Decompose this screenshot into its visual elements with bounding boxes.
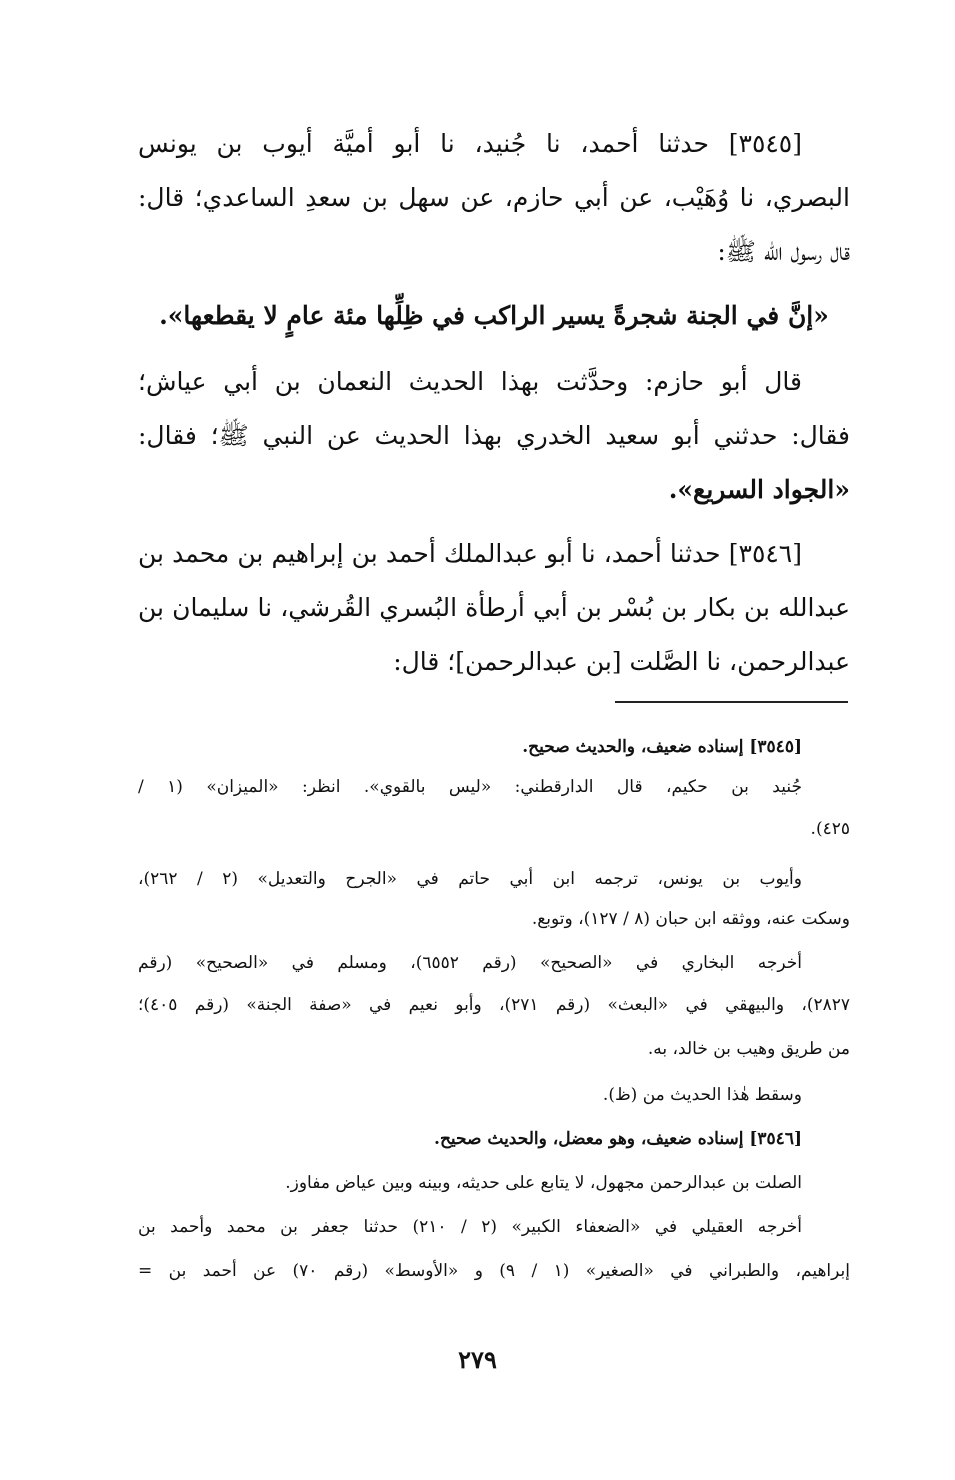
main-text-line: قال أبو حازم: وحدَّثت بهذا الحديث النعمان بن أبي عياش؛ bbox=[138, 367, 802, 396]
footnote-heading: [٣٥٤٦] إسناده ضعيف، وهو معضل، والحديث صحيح. bbox=[434, 1129, 802, 1149]
footnote-line: الصلت بن عبدالرحمن مجهول، لا يتابع على حديثه، وبينه وبين عياض مفاوز. bbox=[285, 1173, 802, 1193]
main-text-line: [٣٥٤٥] حدثنا أحمد، نا جُنيد، نا أبو أميَّة أيوب بن يونس bbox=[138, 129, 802, 158]
footnote-line: أخرجه البخاري في «الصحيح» (رقم ٦٥٥٢)، ومسلم في «الصحيح» (رقم bbox=[138, 953, 802, 973]
main-text-line: فقال: حدثني أبو سعيد الخدري بهذا الحديث عن النبي ﷺ؛ فقال: bbox=[138, 421, 850, 450]
footnote-line: جُنيد بن حكيم، قال الدارقطني: «ليس بالقوي». انظر: «الميزان» (١ / bbox=[138, 777, 802, 797]
footnote-line: ٤٢٥). bbox=[810, 819, 850, 839]
footnote-separator bbox=[615, 701, 848, 703]
hadith-quote: «إنَّ في الجنة شجرةً يسير الراكب في ظِلِّها مئة عامٍ لا يقطعها». bbox=[159, 301, 829, 330]
footnote-line: وسكت عنه، ووثقه ابن حبان (٨ / ١٢٧)، وتوبع. bbox=[531, 909, 850, 929]
footnote-line: وسقط هٰذا الحديث من (ظ). bbox=[602, 1085, 802, 1105]
hadith-quote: «الجواد السريع». bbox=[668, 475, 850, 504]
main-text-line: عبدالله بن بكار بن بُسْر بن أبي أرطأة البُسري القُرشي، نا سليمان بن bbox=[138, 593, 850, 622]
footnote-heading: [٣٥٤٥] إسناده ضعيف، والحديث صحيح. bbox=[522, 737, 802, 757]
page-number: ٢٧٩ bbox=[458, 1345, 497, 1374]
footnote-line: وأيوب بن يونس، ترجمه ابن أبي حاتم في «الجرح والتعديل» (٢ / ٢٦٢)، bbox=[138, 869, 802, 889]
main-text-line: قال رسول الله ﷺ: bbox=[717, 237, 850, 266]
footnote-line: ٢٨٢٧)، والبيهقي في «البعث» (رقم ٢٧١)، وأبو نعيم في «صفة الجنة» (رقم ٤٠٥)؛ bbox=[138, 995, 850, 1015]
footnote-line: من طريق وهيب بن خالد، به. bbox=[647, 1039, 850, 1059]
main-text-line: عبدالرحمن، نا الصَّلت [بن عبدالرحمن]؛ قال: bbox=[393, 647, 850, 676]
footnote-line: إبراهيم، والطبراني في «الصغير» (١ / ٩) و «الأوسط» (رقم ٧٠) عن أحمد بن = bbox=[138, 1261, 850, 1281]
main-text-line: البصري، نا وُهَيْب، عن أبي حازم، عن سهل بن سعدِ الساعدي؛ قال: bbox=[138, 183, 850, 212]
main-text-line: [٣٥٤٦] حدثنا أحمد، نا أبو عبدالملك أحمد بن إبراهيم بن محمد بن bbox=[138, 539, 802, 568]
footnote-line: أخرجه العقيلي في «الضعفاء الكبير» (٢ / ٢١٠) حدثنا جعفر بن محمد وأحمد بن bbox=[138, 1217, 802, 1237]
